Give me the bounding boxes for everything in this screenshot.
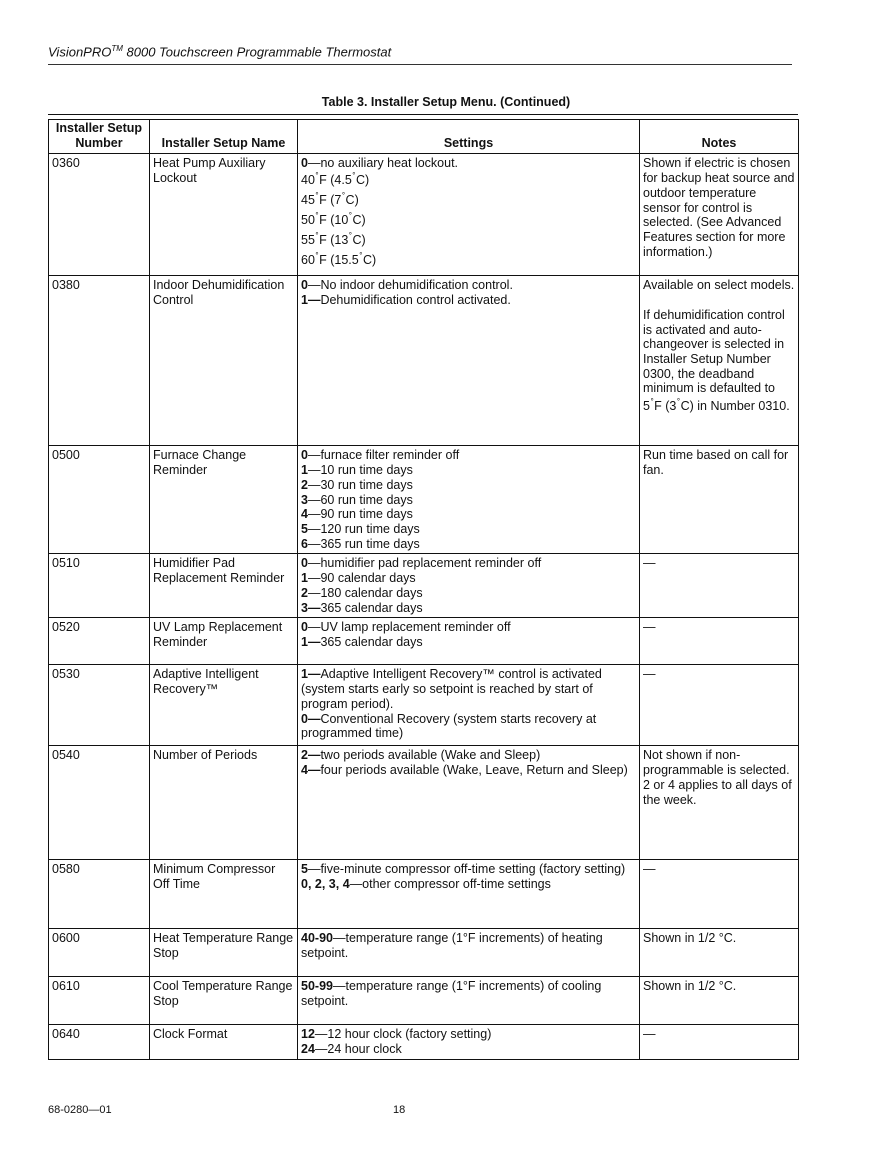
setting-option <box>301 763 636 778</box>
setting-key: 6 <box>301 536 308 551</box>
setting-key: 2 <box>301 477 308 492</box>
setup-number-cell: 0520 <box>49 618 150 665</box>
setting-text: —other compressor off-time settings <box>349 877 551 892</box>
setting-key: 5 <box>301 862 308 877</box>
setting-key: 0— <box>301 711 321 726</box>
setup-name-cell: Adaptive Intelligent Recovery™ <box>150 665 298 746</box>
degree-symbol: ° <box>315 231 319 241</box>
setting-text: 365 calendar days <box>320 635 423 650</box>
setting-key: 12 <box>301 1027 315 1042</box>
setting-text: —30 run time days <box>307 477 413 492</box>
setting-celsius: 10 <box>334 213 349 228</box>
setting-key: 1— <box>301 635 321 650</box>
header-rule <box>48 64 792 65</box>
settings-cell <box>298 860 640 929</box>
settings-cell <box>298 746 640 860</box>
setting-text: 365 calendar days <box>320 600 423 615</box>
setting-fahrenheit: 40 <box>301 173 315 188</box>
notes-cell <box>640 977 799 1025</box>
note-deadband-f: 5 <box>643 399 650 414</box>
setting-text: —five-minute compressor off-time setting (factory setting) <box>307 862 626 877</box>
notes-cell <box>640 860 799 929</box>
note-paragraph: Not shown if non-programmable is selected. 2 or 4 applies to all days of the week. <box>643 748 792 807</box>
setup-name-cell: Minimum Compressor Off Time <box>150 860 298 929</box>
setting-option <box>301 586 636 601</box>
notes-cell <box>640 276 799 446</box>
setting-option <box>301 571 636 586</box>
table-body <box>49 154 799 1060</box>
setup-number-cell: 0510 <box>49 554 150 618</box>
notes-cell <box>640 1025 799 1060</box>
notes-cell <box>640 154 799 276</box>
setting-option <box>301 156 636 171</box>
note-paragraph: Run time based on call for fan. <box>643 448 789 478</box>
degree-symbol: ° <box>315 211 319 221</box>
note-paragraph: Shown in 1/2 °C. <box>643 931 737 946</box>
setting-option <box>301 979 636 1008</box>
setting-option <box>301 278 636 293</box>
table-row <box>49 1025 799 1060</box>
note-text: F (3 <box>654 399 677 414</box>
setting-option <box>301 748 636 763</box>
table-row <box>49 746 799 860</box>
setting-key: 50-99 <box>301 979 333 994</box>
table-row <box>49 977 799 1025</box>
degree-symbol: ° <box>315 191 319 201</box>
setup-number-cell: 0530 <box>49 665 150 746</box>
setting-option <box>301 601 636 616</box>
installer-setup-table <box>48 119 799 1060</box>
column-header-number-line1: Installer Setup <box>55 121 143 135</box>
setting-key: 1— <box>301 293 321 308</box>
setting-text: four periods available (Wake, Leave, Return and Sleep) <box>320 763 628 778</box>
column-header-notes: Notes <box>640 120 799 154</box>
note-paragraph <box>643 398 795 416</box>
setup-name-cell: Cool Temperature Range Stop <box>150 977 298 1025</box>
note-spacer <box>643 293 795 308</box>
setup-number-cell: 0580 <box>49 860 150 929</box>
setting-key: 2— <box>301 748 321 763</box>
setting-option <box>301 448 636 463</box>
setting-text: —180 calendar days <box>307 585 423 600</box>
column-header-settings: Settings <box>298 120 640 154</box>
setting-text: —No indoor dehumidification control. <box>307 278 513 293</box>
setting-option: 55°F (13°C) <box>301 231 366 248</box>
setting-text: —90 run time days <box>307 507 413 522</box>
note-text: C) in Number 0310. <box>680 399 790 414</box>
notes-cell <box>640 618 799 665</box>
setting-option <box>301 877 636 892</box>
header-subtitle: 8000 Touchscreen Programmable Thermostat <box>122 44 392 60</box>
note-paragraph: Shown if electric is chosen for backup heat source and outdoor temperature sensor for control is selected. (See Advanced Features section for more information.) <box>643 156 795 259</box>
setting-key: 24 <box>301 1042 315 1057</box>
settings-cell <box>298 1025 640 1060</box>
setting-fahrenheit: 60 <box>301 253 315 268</box>
setup-number-cell: 0610 <box>49 977 150 1025</box>
setting-key: 2 <box>301 585 308 600</box>
note-paragraph: — <box>643 556 656 571</box>
setting-text: —24 hour clock <box>314 1042 402 1057</box>
note-paragraph: — <box>643 620 656 635</box>
setting-key: 0 <box>301 156 308 171</box>
column-header-number-line2: Number <box>75 135 123 150</box>
setting-text: Dehumidification control activated. <box>320 293 511 308</box>
header-product: VisionPRO <box>48 44 112 60</box>
note-paragraph: Shown in 1/2 °C. <box>643 979 737 994</box>
setting-text: —humidifier pad replacement reminder off <box>307 556 542 571</box>
table-row <box>49 665 799 746</box>
setting-celsius: 7 <box>334 193 342 208</box>
setup-number-cell: 0540 <box>49 746 150 860</box>
setup-number-cell: 0640 <box>49 1025 150 1060</box>
degree-symbol: ° <box>359 251 363 261</box>
degree-symbol: ° <box>341 191 346 201</box>
footer-page-number: 18 <box>393 1104 406 1116</box>
settings-cell <box>298 618 640 665</box>
setting-text: —60 run time days <box>307 492 413 507</box>
degree-symbol: ° <box>315 251 319 261</box>
column-header-name: Installer Setup Name <box>150 120 298 154</box>
setting-key: 3— <box>301 600 321 615</box>
setting-option: 60°F (15.5°C) <box>301 251 377 268</box>
degree-symbol: ° <box>348 211 352 221</box>
table-row <box>49 929 799 977</box>
setting-text: —no auxiliary heat lockout. <box>307 156 459 171</box>
notes-cell <box>640 665 799 746</box>
setting-option <box>301 620 636 635</box>
header-trademark: TM <box>111 44 123 53</box>
setting-option <box>301 931 636 960</box>
setting-option <box>301 712 636 741</box>
setting-key: 0 <box>301 448 308 463</box>
setting-key: 3 <box>301 492 308 507</box>
setting-fahrenheit: 55 <box>301 233 315 248</box>
table-row <box>49 860 799 929</box>
degree-symbol: ° <box>348 231 352 241</box>
setting-fahrenheit: 50 <box>301 213 315 228</box>
table-row <box>49 618 799 665</box>
setup-name-cell: Heat Temperature Range Stop <box>150 929 298 977</box>
settings-cell <box>298 665 640 746</box>
setting-text: —12 hour clock (factory setting) <box>314 1027 492 1042</box>
setting-key: 4— <box>301 763 321 778</box>
note-paragraph: Available on select models. <box>643 278 795 293</box>
setting-celsius: 4.5 <box>334 173 352 188</box>
document-header <box>48 44 391 59</box>
degree-symbol: ° <box>650 397 654 407</box>
table-row <box>49 276 799 446</box>
footer-doc-number: 68-0280—01 <box>48 1104 112 1116</box>
note-paragraph: — <box>643 862 656 877</box>
setting-key: 1 <box>301 463 308 478</box>
setting-text: —90 calendar days <box>307 571 416 586</box>
setting-option <box>301 862 636 877</box>
settings-cell <box>298 154 640 276</box>
setup-name-cell: Heat Pump Auxiliary Lockout <box>150 154 298 276</box>
table-header-row <box>49 120 799 154</box>
setting-key: 5 <box>301 521 308 536</box>
setup-number-cell: 0380 <box>49 276 150 446</box>
notes-cell <box>640 554 799 618</box>
table-row <box>49 446 799 554</box>
setting-text: —10 run time days <box>307 463 413 478</box>
settings-cell <box>298 554 640 618</box>
setting-option: 40°F (4.5°C) <box>301 171 370 188</box>
setup-name-cell: Indoor Dehumidification Control <box>150 276 298 446</box>
degree-symbol: ° <box>352 171 356 181</box>
setting-option <box>301 1042 636 1057</box>
settings-cell <box>298 977 640 1025</box>
table-row <box>49 554 799 618</box>
setting-key: 0, 2, 3, 4 <box>301 877 350 892</box>
setting-option <box>301 507 636 522</box>
settings-cell <box>298 276 640 446</box>
note-text: If dehumidification control is activated and auto-changeover is selected in Installer Setup Number 0300, the deadband minimum is defaulted to <box>643 307 785 396</box>
setting-option <box>301 537 636 552</box>
setting-text: —furnace filter reminder off <box>307 448 460 463</box>
setting-celsius: 13 <box>334 233 349 248</box>
setting-key: 1— <box>301 667 321 682</box>
setup-number-cell: 0500 <box>49 446 150 554</box>
setup-name-cell: UV Lamp Replacement Reminder <box>150 618 298 665</box>
setting-option <box>301 522 636 537</box>
setting-text: —UV lamp replacement reminder off <box>307 620 511 635</box>
setting-option <box>301 493 636 508</box>
setup-name-cell: Clock Format <box>150 1025 298 1060</box>
settings-cell <box>298 929 640 977</box>
setting-key: 40-90 <box>301 931 333 946</box>
setting-key: 1 <box>301 571 308 586</box>
setup-name-cell: Number of Periods <box>150 746 298 860</box>
installer-setup-table-wrapper <box>48 114 798 1060</box>
column-header-number <box>49 120 150 154</box>
setting-key: 0 <box>301 556 308 571</box>
setup-number-cell: 0600 <box>49 929 150 977</box>
setting-fahrenheit: 45 <box>301 193 315 208</box>
setting-option: 50°F (10°C) <box>301 211 366 228</box>
setting-text: two periods available (Wake and Sleep) <box>320 748 541 763</box>
setting-key: 0 <box>301 278 308 293</box>
table-row <box>49 154 799 276</box>
notes-cell <box>640 446 799 554</box>
setting-option <box>301 667 636 711</box>
note-paragraph: — <box>643 1027 656 1042</box>
setting-text: —120 run time days <box>307 521 420 536</box>
setting-text: Adaptive Intelligent Recovery™ control is activated (system starts early so setpoint is reached by start of program period). <box>301 667 602 711</box>
notes-cell <box>640 746 799 860</box>
note-paragraph <box>643 308 795 396</box>
degree-symbol: ° <box>315 171 319 181</box>
notes-cell <box>640 929 799 977</box>
setting-key: 4 <box>301 507 308 522</box>
setting-text: Conventional Recovery (system starts recovery at programmed time) <box>301 711 597 741</box>
degree-symbol: ° <box>676 397 681 407</box>
setting-option: 45°F (7°C) <box>301 191 359 208</box>
setting-option <box>301 463 636 478</box>
setting-option <box>301 556 636 571</box>
setup-number-cell: 0360 <box>49 154 150 276</box>
setting-key: 0 <box>301 620 308 635</box>
table-title: Table 3. Installer Setup Menu. (Continued) <box>321 95 571 109</box>
setting-option <box>301 1027 636 1042</box>
setting-text: —temperature range (1°F increments) of cooling setpoint. <box>301 979 602 1009</box>
setting-text: —temperature range (1°F increments) of heating setpoint. <box>301 931 603 961</box>
setting-option <box>301 293 636 308</box>
setup-name-cell: Furnace Change Reminder <box>150 446 298 554</box>
setting-option <box>301 478 636 493</box>
setting-celsius: 15.5 <box>334 253 359 268</box>
setup-name-cell: Humidifier Pad Replacement Reminder <box>150 554 298 618</box>
note-paragraph: — <box>643 667 656 682</box>
settings-cell <box>298 446 640 554</box>
setting-text: —365 run time days <box>307 536 420 551</box>
setting-option <box>301 635 636 650</box>
